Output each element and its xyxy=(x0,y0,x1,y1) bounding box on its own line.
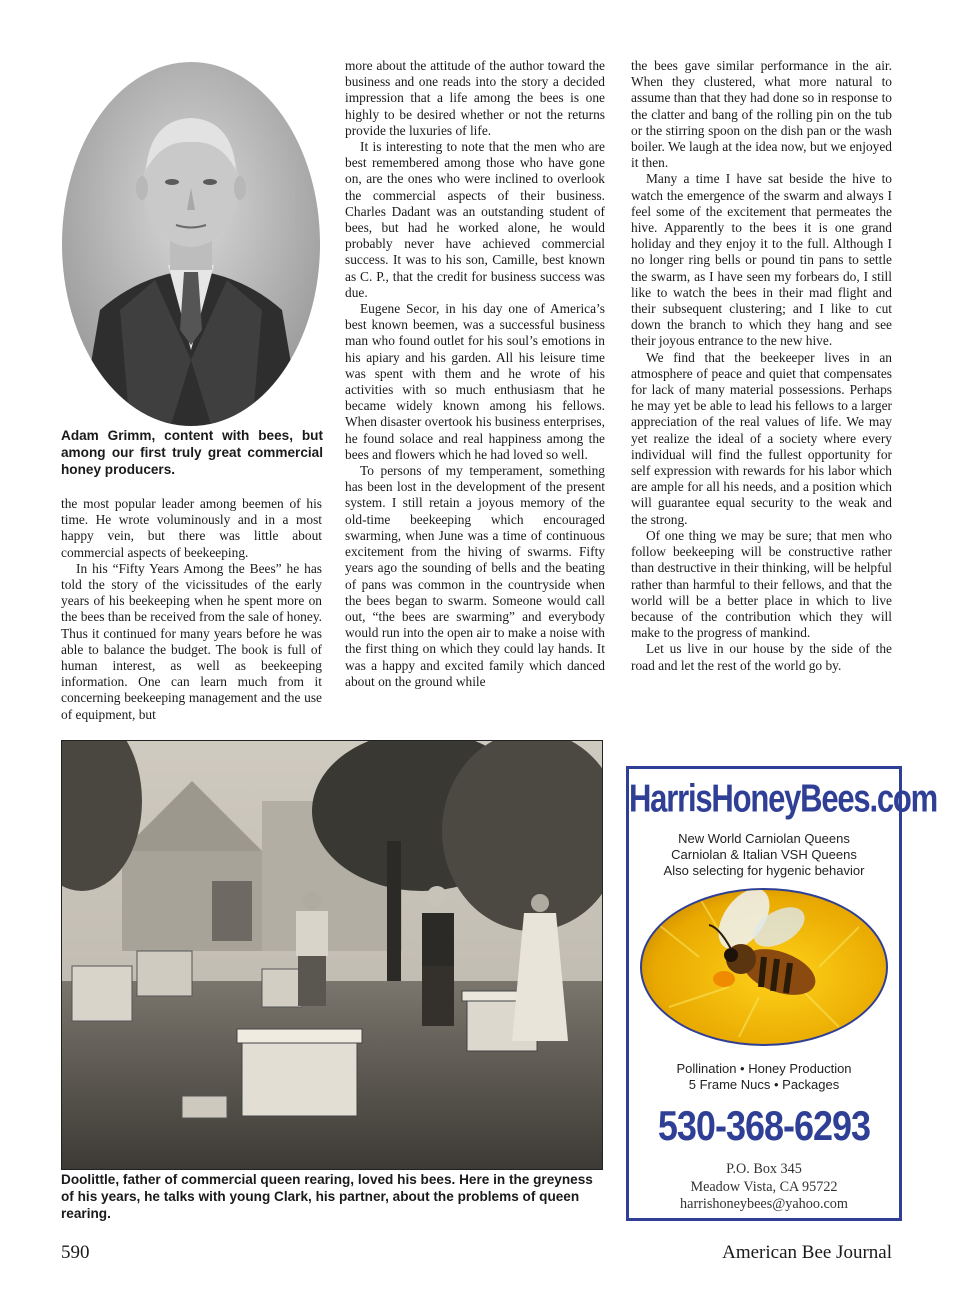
page-number: 590 xyxy=(61,1242,90,1263)
apiary-photo xyxy=(61,740,603,1170)
paragraph: In his “Fifty Years Among the Bees” he has told the story of the vicissitudes of the early years of his beekeeping when he spent more on the bees than be received from the sale of honey. Thus it continued for many years before he was able to balance the budget. The book is full of human interest, as well as beekeeping information. One can learn much from it concerning beekeeping management and the use of equipment, but xyxy=(61,560,322,722)
column-3-text xyxy=(631,58,892,674)
column-2-text xyxy=(345,58,605,690)
paragraph: It is interesting to note that the men who are best remembered among those who have gone on, are the ones who were inclined to overlook the commercial aspects of their business. Charles Dadant was an outstanding student of bees, but had he worked alone, he would probably never have achieved commercial success. It was to his son, Camille, best known as C. P., that the credit for business success was due. xyxy=(345,139,605,300)
paragraph: We find that the beekeeper lives in an atmosphere of peace and quiet that compensates for lack of many material possessions. Perhaps he may yet be able to lead his fellows to a larger appreciation of the real values of life. We may yet realize the ideal of a society where every individual will find the fullest opportunity for self expression with rewards for his labor which are ample for all his needs, and a position which will guarantee equal security to the weak and the strong. xyxy=(631,349,892,527)
ad-brand-name: HarrisHoneyBees.com xyxy=(629,776,938,821)
portrait-caption: Adam Grimm, content with bees, but among our first truly great commercial honey producers. xyxy=(61,428,323,477)
paragraph: Of one thing we may be sure; that men who follow beekeeping will be constructive rather than destructive in their thinking, will be helpful rather than harmful to their fellows, and that the world will be a better place in which to live because of the contribution which they will make to the progress of mankind. xyxy=(631,527,892,641)
ad-po-box: P.O. Box 345 xyxy=(726,1161,802,1177)
doolittle-apiary-image xyxy=(62,741,602,1169)
ad-taglines xyxy=(629,831,899,879)
ad-email-link[interactable]: harrishoneybees@yahoo.com xyxy=(680,1196,848,1212)
ad-tagline: New World Carniolan Queens xyxy=(678,831,850,846)
paragraph: the bees gave similar performance in the air. When they clustered, what more natural to assume than that they had done so in response to the clatter and bang of the rolling pin on the tub or the stirring spoon on the dish pan or the wash boiler. We laugh at the idea now, but we enjoyed it then. xyxy=(631,58,892,171)
ad-service-line: 5 Frame Nucs • Packages xyxy=(688,1077,840,1092)
paragraph: the most popular leader among beemen of his time. He wrote voluminously and in a most happy vein, but there was little about commercial aspects of beekeeping. xyxy=(61,496,322,560)
ad-address xyxy=(629,1161,899,1214)
paragraph: Many a time I have sat beside the hive to watch the emergence of the swarm and always I feel some of the excitement that permeates the hive. Apparently to the bees it is one grand holiday and they enjoy it to the full. Although I no longer ring bells or pound tin pans to settle the swarm, as I have seen my forbears do, I still like to watch the bees in their mad flight and their subsequent clustering; and I like to cut down the branch to which they hang and see their joyous entrance to the new hive. xyxy=(631,171,892,349)
paragraph: Let us live in our house by the side of the road and let the rest of the world go by. xyxy=(631,641,892,673)
column-1-text xyxy=(61,496,322,723)
ad-tagline: Carniolan & Italian VSH Queens xyxy=(671,847,857,862)
paragraph: Eugene Secor, in his day one of America’s best known beemen, was a successful business man who found outlet for his soul’s emotions in his apiary and his garden. All his leisure time was spent with them and he wrote of his activities with so much enthusiasm that he became widely known among his fellows. When disaster overtook his business enterprises, he found solace and real happiness among the bees and flowers which he had loved so well. xyxy=(345,301,605,462)
ad-service-line: Pollination • Honey Production xyxy=(676,1061,852,1076)
ad-tagline: Also selecting for hygenic behavior xyxy=(663,863,865,878)
portrait-photo xyxy=(60,60,322,428)
bee-illustration xyxy=(639,887,889,1047)
ad-city-state: Meadow Vista, CA 95722 xyxy=(690,1178,838,1195)
ad-phone-number[interactable]: 530-368-6293 xyxy=(657,1101,871,1149)
paragraph: To persons of my temperament, something has been lost in the development of the present system. I still retain a joyous memory of the old-time beekeeping which encouraged swarming, when June was a time of continuous excitement from the hiving of swarms. Fifty years ago the sounding of bells and the beating of pans was common in the countryside when the bees began to swarm. Someone would call out, “the bees are swarming” and everybody would run into the open air to make a noise with the first thing on which they could lay hands. It was a happy and excited family which danced about on the ground while xyxy=(345,463,605,689)
bee-on-flower-image xyxy=(639,887,889,1047)
harris-honey-bees-ad xyxy=(626,766,938,1221)
adam-grimm-portrait-image xyxy=(60,60,322,428)
paragraph: more about the attitude of the author toward the business and one reads into the story a decided impression that a life among the bees is one highly to be desired whether or not the returns provide the luxuries of life. xyxy=(345,58,605,138)
ad-services xyxy=(629,1061,899,1093)
journal-name: American Bee Journal xyxy=(722,1242,892,1263)
photo-caption: Doolittle, father of commercial queen rearing, loved his bees. Here in the greyness of his years, he talks with young Clark, his partner, about the problems of queen rearing. xyxy=(61,1172,593,1221)
